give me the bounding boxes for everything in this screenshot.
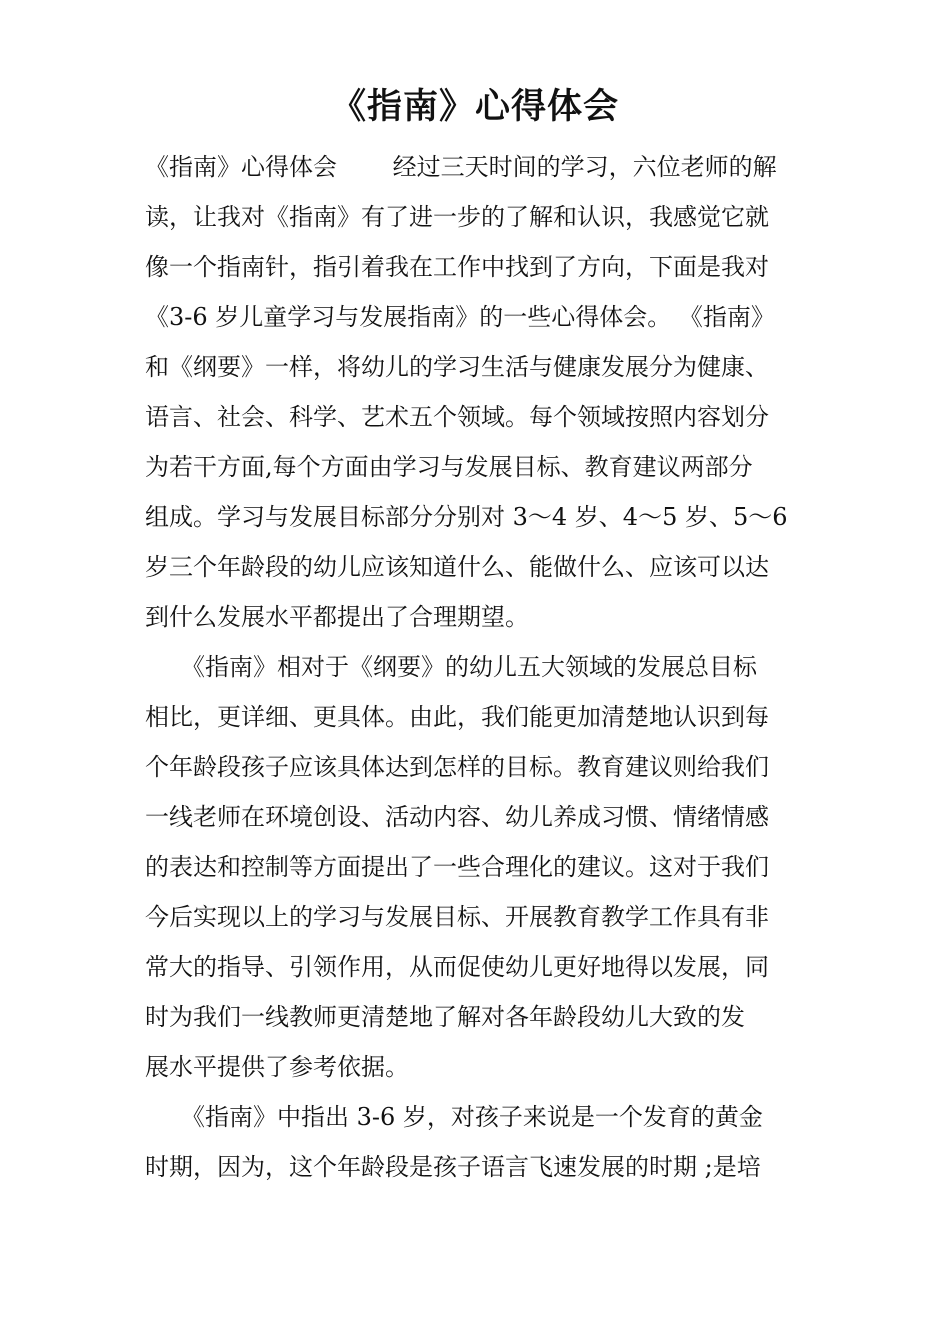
- body-line: 今后实现以上的学习与发展目标、开展教育教学工作具有非: [145, 903, 769, 931]
- body-line: 展水平提供了参考依据。: [145, 1053, 409, 1081]
- body-line: 个年龄段孩子应该具体达到怎样的目标。教育建议则给我们: [145, 753, 769, 781]
- body-line: 读，让我对《指南》有了进一步的了解和认识，我感觉它就: [145, 203, 769, 231]
- body-line: 相比，更详细、更具体。由此，我们能更加清楚地认识到每: [145, 703, 769, 731]
- body-line: 像一个指南针，指引着我在工作中找到了方向，下面是我对: [145, 253, 769, 281]
- body-line: 语言、社会、科学、艺术五个领域。每个领域按照内容划分: [145, 403, 769, 431]
- document-body: [145, 142, 815, 1192]
- body-line: 常大的指导、引领作用，从而促使幼儿更好地得以发展，同: [145, 953, 769, 981]
- document-title: 《指南》心得体会: [330, 87, 619, 127]
- body-line: 《指南》中指出 3-6 岁，对孩子来说是一个发育的黄金: [145, 1103, 763, 1131]
- body-line: 《指南》相对于《纲要》的幼儿五大领域的发展总目标: [145, 653, 757, 681]
- body-line: 的表达和控制等方面提出了一些合理化的建议。这对于我们: [145, 853, 769, 881]
- body-line: 组成。学习与发展目标部分分别对 3～4 岁、4～5 岁、5～6: [145, 503, 788, 531]
- body-line: 《3-6 岁儿童学习与发展指南》的一些心得体会。 《指南》: [145, 303, 775, 331]
- body-line: 时期，因为，这个年龄段是孩子语言飞速发展的时期 ;是培: [145, 1153, 761, 1181]
- body-line: 和《纲要》一样，将幼儿的学习生活与健康发展分为健康、: [145, 353, 769, 381]
- body-line: 岁三个年龄段的幼儿应该知道什么、能做什么、应该可以达: [145, 553, 769, 581]
- body-line: 到什么发展水平都提出了合理期望。: [145, 603, 529, 631]
- body-line: 时为我们一线教师更清楚地了解对各年龄段幼儿大致的发: [145, 1003, 745, 1031]
- body-line: 一线老师在环境创设、活动内容、幼儿养成习惯、情绪情感: [145, 803, 769, 831]
- body-line: 《指南》心得体会 经过三天时间的学习，六位老师的解: [145, 153, 777, 181]
- body-line: 为若干方面,每个方面由学习与发展目标、教育建议两部分: [145, 453, 753, 481]
